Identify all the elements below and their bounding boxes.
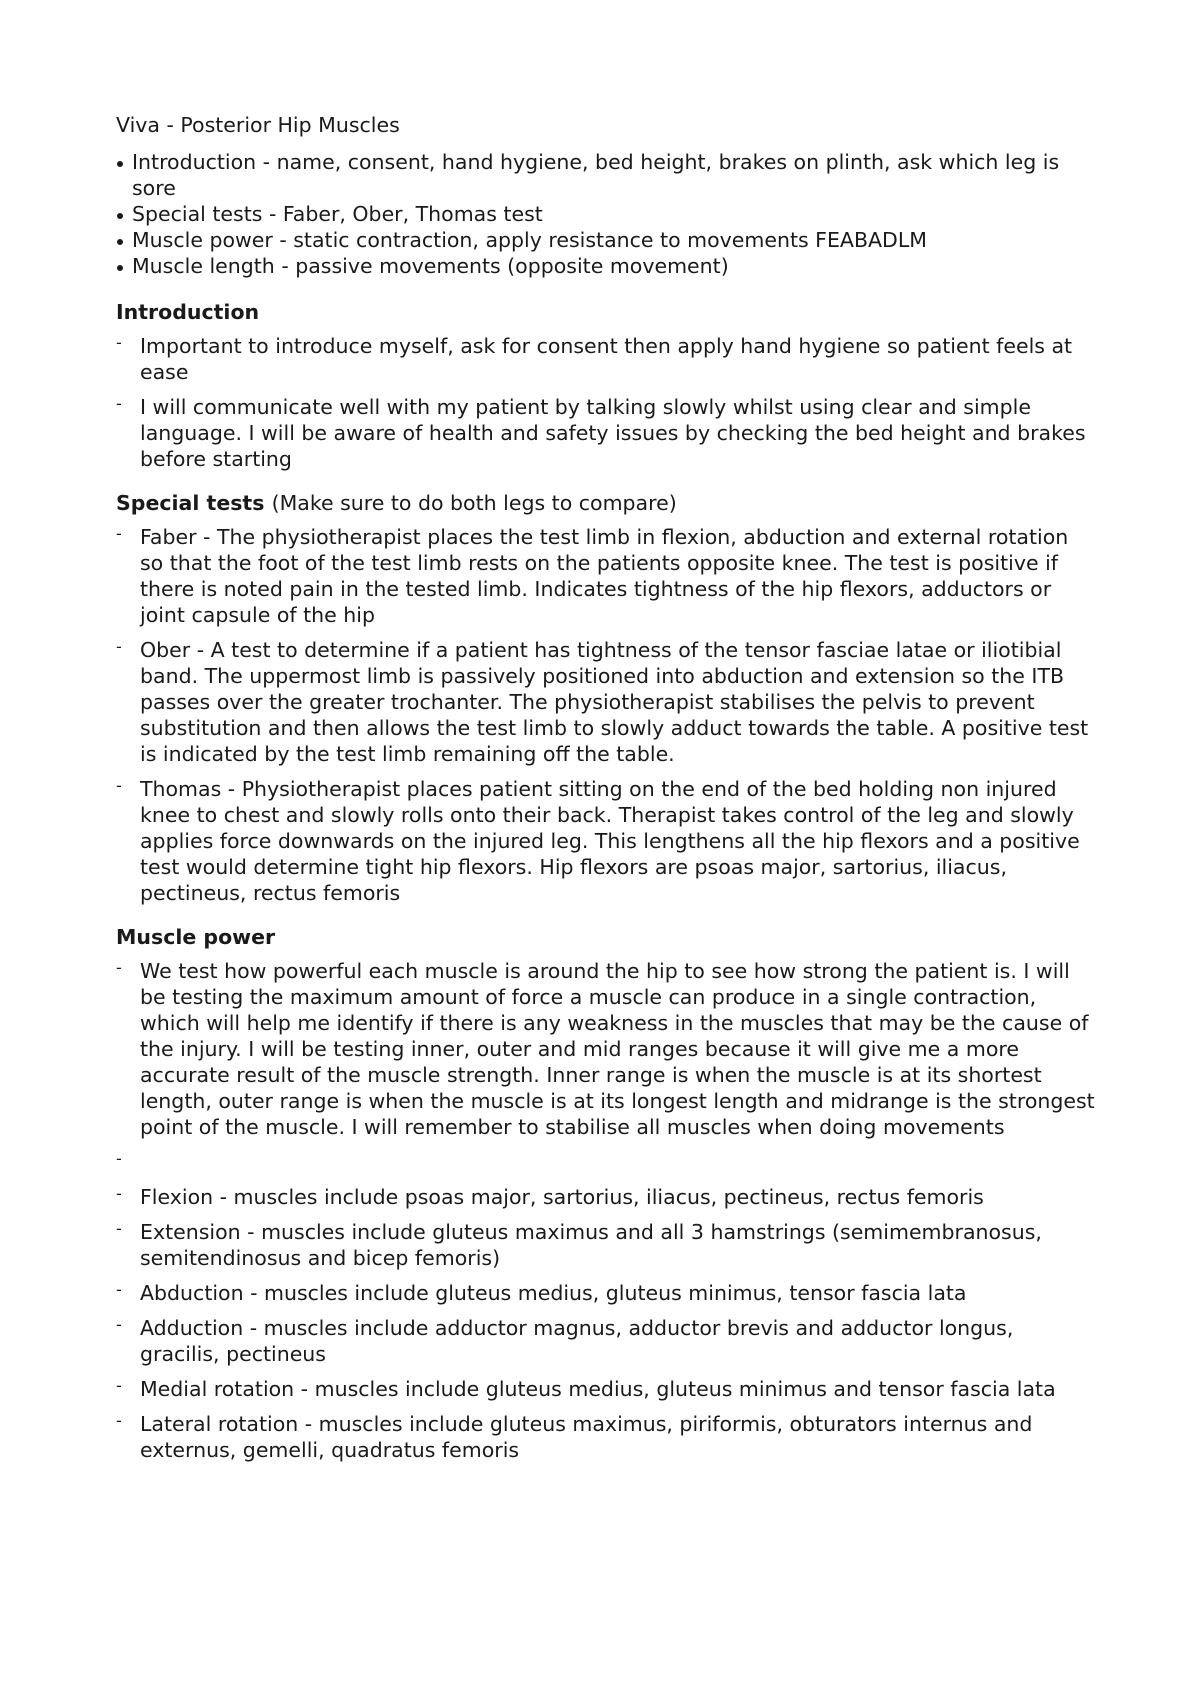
- overview-item: Muscle length - passive movements (opposite movement): [116, 253, 1096, 279]
- overview-list: [116, 149, 1096, 279]
- list-item: - Thomas - Physiotherapist places patient sitting on the end of the bed holding non injured knee to chest and slowly rolls onto their back. Therapist takes control of the leg and slowly applies force downwards on the injured leg. This lengthens all the hip flexors and a positive test would determine tight hip flexors. Hip flexors are psoas major, sartorius, iliacus, pectineus, rectus femoris: [116, 776, 1096, 906]
- empty-list-item: [116, 1149, 1096, 1175]
- list-item: - I will communicate well with my patient by talking slowly whilst using clear and simple language. I will be aware of health and safety issues by checking the bed height and brakes before starting: [116, 394, 1096, 472]
- list-item: - Lateral rotation - muscles include gluteus maximus, piriformis, obturators internus and externus, gemelli, quadratus femoris: [116, 1411, 1096, 1463]
- document-title: Viva - Posterior Hip Muscles: [116, 113, 400, 137]
- list-item: - Important to introduce myself, ask for consent then apply hand hygiene so patient feels at ease: [116, 333, 1096, 385]
- special-tests-heading-text: Special tests: [116, 491, 265, 515]
- list-item: - Adduction - muscles include adductor magnus, adductor brevis and adductor longus, gracilis, pectineus: [116, 1315, 1096, 1367]
- special-tests-note: (Make sure to do both legs to compare): [271, 491, 677, 515]
- introduction-list: [116, 333, 1096, 472]
- document-page: [116, 112, 1096, 1481]
- overview-item: Muscle power - static contraction, apply resistance to movements FEABADLM: [116, 227, 1096, 253]
- muscle-power-heading: Muscle power: [116, 925, 276, 949]
- list-item: - Ober - A test to determine if a patient has tightness of the tensor fasciae latae or iliotibial band. The uppermost limb is passively positioned into abduction and extension so the ITB passes over the greater trochanter. The physiotherapist stabilises the pelvis to prevent substitution and then allows the test limb to slowly adduct towards the table. A positive test is indicated by the test limb remaining off the table.: [116, 637, 1096, 767]
- special-tests-list: [116, 524, 1096, 906]
- muscle-power-list: [116, 958, 1096, 1463]
- list-item: - We test how powerful each muscle is around the hip to see how strong the patient is. I will be testing the maximum amount of force a muscle can produce in a single contraction, which will help me identify if there is any weakness in the muscles that may be the cause of the injury. I will be testing inner, outer and mid ranges because it will give me a more accurate result of the muscle strength. Inner range is when the muscle is at its shortest length, outer range is when the muscle is at its longest length and midrange is the strongest point of the muscle. I will remember to stabilise all muscles when doing movements: [116, 958, 1096, 1140]
- overview-item: Special tests - Faber, Ober, Thomas test: [116, 201, 1096, 227]
- introduction-heading: Introduction: [116, 300, 260, 324]
- list-item: - Extension - muscles include gluteus maximus and all 3 hamstrings (semimembranosus, semitendinosus and bicep femoris): [116, 1219, 1096, 1271]
- list-item: - Medial rotation - muscles include gluteus medius, gluteus minimus and tensor fascia lata: [116, 1376, 1096, 1402]
- list-item: - Abduction - muscles include gluteus medius, gluteus minimus, tensor fascia lata: [116, 1280, 1096, 1306]
- overview-item: Introduction - name, consent, hand hygiene, bed height, brakes on plinth, ask which leg is sore: [116, 149, 1096, 201]
- special-tests-heading: [116, 490, 1096, 516]
- list-item: - Faber - The physiotherapist places the test limb in flexion, abduction and external rotation so that the foot of the test limb rests on the patients opposite knee. The test is positive if there is noted pain in the tested limb. Indicates tightness of the hip flexors, adductors or joint capsule of the hip: [116, 524, 1096, 628]
- list-item: - Flexion - muscles include psoas major, sartorius, iliacus, pectineus, rectus femoris: [116, 1184, 1096, 1210]
